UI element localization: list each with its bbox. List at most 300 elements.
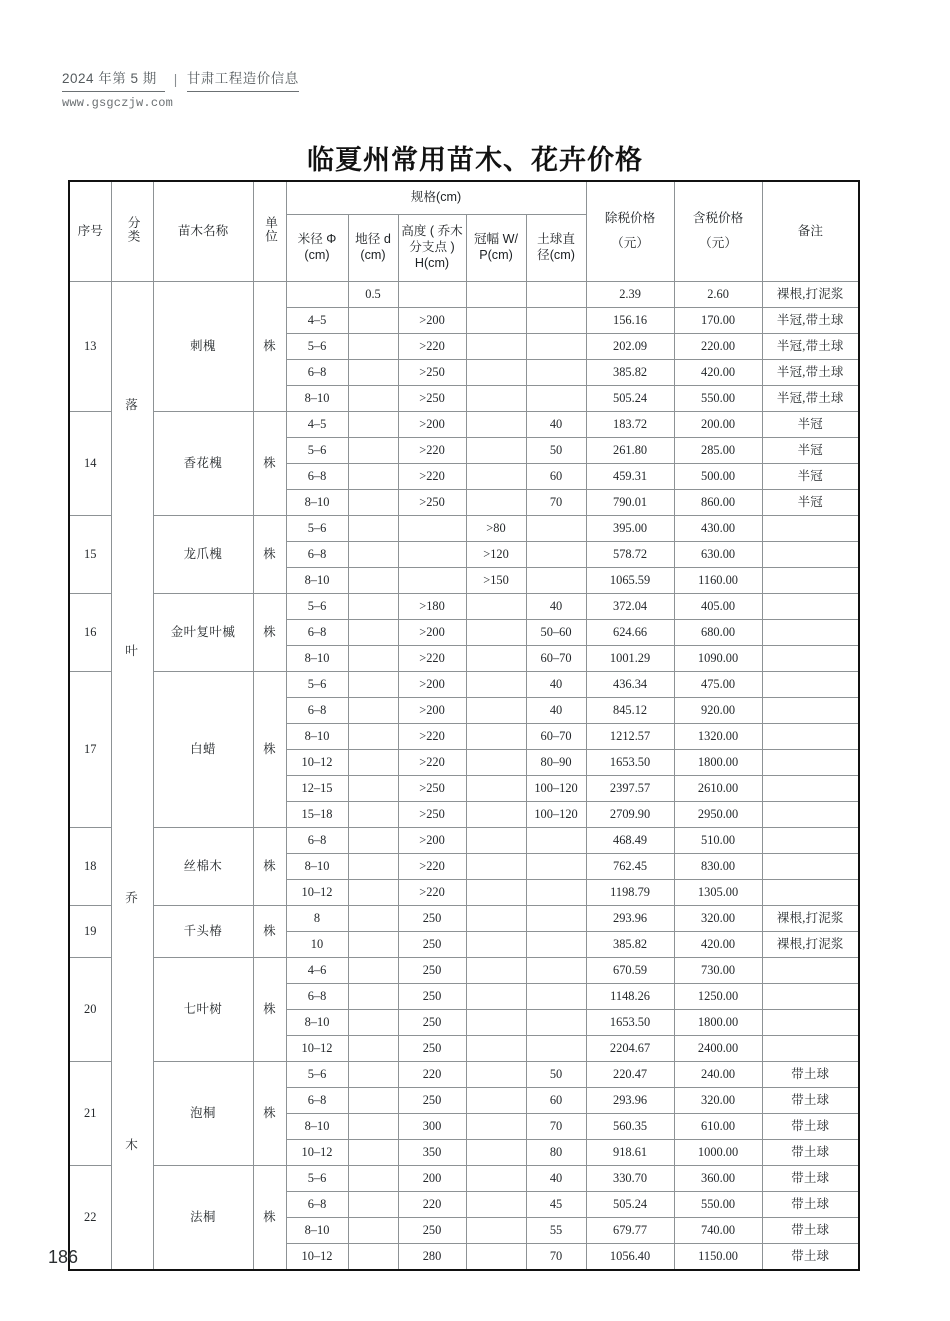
cell-spec-crown-width xyxy=(466,438,526,464)
cell-note xyxy=(762,958,859,984)
cell-spec-height: >250 xyxy=(398,386,466,412)
page-title: 临夏州常用苗木、花卉价格 xyxy=(307,145,643,176)
cell-price-inc-tax: 1160.00 xyxy=(674,568,762,594)
cell-plant-name: 金叶复叶槭 xyxy=(153,594,253,672)
cell-price-inc-tax: 500.00 xyxy=(674,464,762,490)
cell-spec-diameter: 10–12 xyxy=(286,750,348,776)
cell-plant-name: 刺槐 xyxy=(153,282,253,412)
cell-sequence-number: 17 xyxy=(69,672,111,828)
cell-spec-ground-diameter xyxy=(348,672,398,698)
cell-note xyxy=(762,776,859,802)
cell-price-ex-tax: 670.59 xyxy=(586,958,674,984)
cell-price-ex-tax: 183.72 xyxy=(586,412,674,438)
cell-note xyxy=(762,698,859,724)
cell-sequence-number: 19 xyxy=(69,906,111,958)
cell-spec-ground-diameter xyxy=(348,724,398,750)
cell-spec-ground-diameter xyxy=(348,490,398,516)
cell-spec-crown-width xyxy=(466,334,526,360)
cell-spec-crown-width xyxy=(466,750,526,776)
cell-spec-crown-width xyxy=(466,906,526,932)
cell-note xyxy=(762,620,859,646)
cell-note: 半冠,带土球 xyxy=(762,360,859,386)
cell-price-ex-tax: 261.80 xyxy=(586,438,674,464)
col-header-price-ex-tax-unit: （元） xyxy=(611,236,649,250)
cell-spec-height: 250 xyxy=(398,1010,466,1036)
col-header-price-ex-tax xyxy=(586,181,674,282)
category-char: 乔 xyxy=(125,891,139,905)
cell-spec-ground-diameter xyxy=(348,1088,398,1114)
cell-spec-diameter: 8–10 xyxy=(286,646,348,672)
cell-price-ex-tax: 505.24 xyxy=(586,386,674,412)
cell-note: 带土球 xyxy=(762,1062,859,1088)
price-table-container xyxy=(68,180,844,1271)
cell-price-inc-tax: 1150.00 xyxy=(674,1244,762,1271)
cell-spec-diameter: 15–18 xyxy=(286,802,348,828)
cell-price-inc-tax: 860.00 xyxy=(674,490,762,516)
cell-spec-crown-width xyxy=(466,308,526,334)
cell-spec-crown-width xyxy=(466,1218,526,1244)
cell-price-inc-tax: 550.00 xyxy=(674,386,762,412)
cell-spec-diameter: 6–8 xyxy=(286,1088,348,1114)
cell-price-ex-tax: 459.31 xyxy=(586,464,674,490)
cell-spec-crown-width xyxy=(466,776,526,802)
cell-spec-diameter: 8–10 xyxy=(286,1114,348,1140)
cell-spec-ground-diameter xyxy=(348,464,398,490)
cell-spec-crown-width xyxy=(466,1140,526,1166)
cell-spec-crown-width xyxy=(466,282,526,308)
cell-spec-ground-diameter: 0.5 xyxy=(348,282,398,308)
cell-price-inc-tax: 510.00 xyxy=(674,828,762,854)
cell-price-ex-tax: 220.47 xyxy=(586,1062,674,1088)
cell-price-inc-tax: 2400.00 xyxy=(674,1036,762,1062)
cell-note: 带土球 xyxy=(762,1140,859,1166)
cell-spec-root-ball: 100–120 xyxy=(526,802,586,828)
cell-spec-height: 300 xyxy=(398,1114,466,1140)
cell-price-ex-tax: 372.04 xyxy=(586,594,674,620)
cell-spec-diameter: 5–6 xyxy=(286,1062,348,1088)
cell-sequence-number: 18 xyxy=(69,828,111,906)
cell-spec-ground-diameter xyxy=(348,646,398,672)
cell-spec-crown-width xyxy=(466,1062,526,1088)
cell-spec-ground-diameter xyxy=(348,698,398,724)
cell-price-inc-tax: 240.00 xyxy=(674,1062,762,1088)
cell-spec-height xyxy=(398,282,466,308)
cell-spec-root-ball xyxy=(526,334,586,360)
cell-price-inc-tax: 2950.00 xyxy=(674,802,762,828)
cell-price-ex-tax: 202.09 xyxy=(586,334,674,360)
cell-spec-root-ball xyxy=(526,958,586,984)
category-char: 叶 xyxy=(125,644,139,659)
cell-spec-height: >220 xyxy=(398,724,466,750)
col-header-spec-height: 高度 ( 乔木 分支点 ) H(cm) xyxy=(398,215,466,282)
cell-spec-height: 250 xyxy=(398,1218,466,1244)
cell-spec-height: >250 xyxy=(398,360,466,386)
cell-note xyxy=(762,516,859,542)
cell-note: 带土球 xyxy=(762,1166,859,1192)
cell-spec-diameter: 5–6 xyxy=(286,672,348,698)
cell-price-ex-tax: 624.66 xyxy=(586,620,674,646)
cell-spec-root-ball xyxy=(526,282,586,308)
cell-spec-root-ball xyxy=(526,854,586,880)
cell-price-ex-tax: 395.00 xyxy=(586,516,674,542)
cell-spec-diameter: 6–8 xyxy=(286,828,348,854)
cell-price-inc-tax: 630.00 xyxy=(674,542,762,568)
cell-spec-ground-diameter xyxy=(348,542,398,568)
cell-spec-crown-width xyxy=(466,698,526,724)
cell-spec-root-ball: 80 xyxy=(526,1140,586,1166)
cell-spec-height: 200 xyxy=(398,1166,466,1192)
cell-price-inc-tax: 1800.00 xyxy=(674,1010,762,1036)
cell-spec-root-ball xyxy=(526,386,586,412)
cell-spec-root-ball: 50 xyxy=(526,1062,586,1088)
cell-spec-crown-width xyxy=(466,828,526,854)
cell-spec-ground-diameter xyxy=(348,1140,398,1166)
cell-spec-height: 350 xyxy=(398,1140,466,1166)
cell-spec-diameter: 8–10 xyxy=(286,854,348,880)
cell-plant-name: 香花槐 xyxy=(153,412,253,516)
cell-note: 裸根,打泥浆 xyxy=(762,282,859,308)
cell-price-inc-tax: 730.00 xyxy=(674,958,762,984)
header-separator: | xyxy=(173,72,178,87)
cell-plant-name: 龙爪槐 xyxy=(153,516,253,594)
cell-spec-root-ball xyxy=(526,542,586,568)
cell-spec-crown-width xyxy=(466,386,526,412)
cell-spec-root-ball: 50–60 xyxy=(526,620,586,646)
cell-spec-crown-width: >80 xyxy=(466,516,526,542)
cell-spec-ground-diameter xyxy=(348,958,398,984)
col-header-spec-root-ball: 土球直 径(cm) xyxy=(526,215,586,282)
cell-spec-ground-diameter xyxy=(348,906,398,932)
category-vertical-text xyxy=(112,282,153,1269)
table-row xyxy=(69,958,859,984)
cell-spec-height: >220 xyxy=(398,438,466,464)
cell-spec-crown-width xyxy=(466,490,526,516)
cell-spec-ground-diameter xyxy=(348,802,398,828)
cell-spec-diameter: 4–6 xyxy=(286,958,348,984)
cell-unit: 株 xyxy=(253,412,286,516)
cell-spec-height: >250 xyxy=(398,802,466,828)
cell-price-ex-tax: 790.01 xyxy=(586,490,674,516)
cell-spec-root-ball: 40 xyxy=(526,698,586,724)
cell-spec-crown-width xyxy=(466,412,526,438)
page-running-head xyxy=(62,70,822,110)
col-header-spec-crown-width: 冠幅 W/ P(cm) xyxy=(466,215,526,282)
cell-note: 带土球 xyxy=(762,1114,859,1140)
cell-unit: 株 xyxy=(253,672,286,828)
cell-note: 半冠,带土球 xyxy=(762,308,859,334)
cell-note xyxy=(762,1036,859,1062)
cell-sequence-number: 13 xyxy=(69,282,111,412)
cell-spec-height: >200 xyxy=(398,828,466,854)
cell-spec-crown-width xyxy=(466,1114,526,1140)
cell-spec-height: >250 xyxy=(398,776,466,802)
cell-note xyxy=(762,594,859,620)
cell-spec-diameter: 5–6 xyxy=(286,516,348,542)
cell-spec-ground-diameter xyxy=(348,1036,398,1062)
header-title-line xyxy=(62,70,822,92)
cell-sequence-number: 15 xyxy=(69,516,111,594)
cell-spec-diameter: 8–10 xyxy=(286,568,348,594)
cell-spec-height: 250 xyxy=(398,958,466,984)
cell-spec-height: >200 xyxy=(398,620,466,646)
cell-spec-root-ball: 60 xyxy=(526,464,586,490)
cell-unit: 株 xyxy=(253,1166,286,1271)
cell-spec-ground-diameter xyxy=(348,412,398,438)
table-row xyxy=(69,282,859,308)
cell-spec-diameter: 6–8 xyxy=(286,464,348,490)
cell-spec-root-ball: 40 xyxy=(526,594,586,620)
cell-spec-root-ball: 100–120 xyxy=(526,776,586,802)
cell-spec-root-ball: 40 xyxy=(526,672,586,698)
cell-spec-root-ball xyxy=(526,906,586,932)
cell-spec-diameter: 6–8 xyxy=(286,698,348,724)
col-header-unit: 单位 xyxy=(253,181,286,282)
cell-spec-diameter: 8–10 xyxy=(286,1010,348,1036)
cell-spec-height: 220 xyxy=(398,1192,466,1218)
cell-spec-crown-width xyxy=(466,360,526,386)
cell-spec-height xyxy=(398,516,466,542)
cell-spec-height xyxy=(398,542,466,568)
cell-spec-crown-width xyxy=(466,958,526,984)
cell-spec-root-ball: 45 xyxy=(526,1192,586,1218)
cell-price-inc-tax: 1305.00 xyxy=(674,880,762,906)
cell-price-ex-tax: 293.96 xyxy=(586,1088,674,1114)
cell-spec-height: >200 xyxy=(398,698,466,724)
cell-spec-diameter: 8–10 xyxy=(286,490,348,516)
cell-note xyxy=(762,854,859,880)
col-header-price-inc-tax xyxy=(674,181,762,282)
cell-spec-crown-width xyxy=(466,802,526,828)
cell-spec-diameter: 5–6 xyxy=(286,594,348,620)
cell-note: 半冠,带土球 xyxy=(762,334,859,360)
cell-spec-ground-diameter xyxy=(348,828,398,854)
cell-spec-ground-diameter xyxy=(348,386,398,412)
cell-note xyxy=(762,542,859,568)
cell-price-ex-tax: 1148.26 xyxy=(586,984,674,1010)
cell-unit: 株 xyxy=(253,1062,286,1166)
table-row xyxy=(69,1062,859,1088)
cell-sequence-number: 21 xyxy=(69,1062,111,1166)
cell-note xyxy=(762,672,859,698)
cell-price-inc-tax: 1250.00 xyxy=(674,984,762,1010)
cell-spec-root-ball: 60–70 xyxy=(526,646,586,672)
cell-price-ex-tax: 845.12 xyxy=(586,698,674,724)
cell-spec-ground-diameter xyxy=(348,594,398,620)
cell-spec-diameter: 6–8 xyxy=(286,1192,348,1218)
cell-spec-crown-width xyxy=(466,984,526,1010)
cell-spec-crown-width xyxy=(466,1088,526,1114)
cell-spec-diameter: 10–12 xyxy=(286,1244,348,1271)
cell-spec-ground-diameter xyxy=(348,1166,398,1192)
cell-price-inc-tax: 420.00 xyxy=(674,360,762,386)
cell-note: 半冠,带土球 xyxy=(762,386,859,412)
cell-spec-ground-diameter xyxy=(348,1114,398,1140)
cell-spec-crown-width xyxy=(466,1036,526,1062)
cell-price-inc-tax: 285.00 xyxy=(674,438,762,464)
table-row xyxy=(69,1166,859,1192)
cell-spec-root-ball xyxy=(526,1010,586,1036)
cell-spec-crown-width: >120 xyxy=(466,542,526,568)
cell-spec-root-ball: 55 xyxy=(526,1218,586,1244)
cell-price-inc-tax: 680.00 xyxy=(674,620,762,646)
cell-spec-root-ball: 80–90 xyxy=(526,750,586,776)
cell-spec-diameter: 6–8 xyxy=(286,984,348,1010)
cell-price-ex-tax: 1653.50 xyxy=(586,1010,674,1036)
cell-spec-ground-diameter xyxy=(348,854,398,880)
col-header-seq: 序号 xyxy=(69,181,111,282)
cell-spec-ground-diameter xyxy=(348,1218,398,1244)
cell-spec-crown-width xyxy=(466,1166,526,1192)
cell-price-ex-tax: 2709.90 xyxy=(586,802,674,828)
cell-spec-crown-width xyxy=(466,464,526,490)
cell-note: 带土球 xyxy=(762,1218,859,1244)
cell-price-ex-tax: 679.77 xyxy=(586,1218,674,1244)
cell-price-ex-tax: 385.82 xyxy=(586,932,674,958)
cell-spec-root-ball xyxy=(526,828,586,854)
cell-spec-height: 250 xyxy=(398,984,466,1010)
cell-spec-height: >220 xyxy=(398,464,466,490)
cell-price-inc-tax: 430.00 xyxy=(674,516,762,542)
cell-spec-ground-diameter xyxy=(348,308,398,334)
table-row xyxy=(69,594,859,620)
cell-price-inc-tax: 2.60 xyxy=(674,282,762,308)
cell-note: 带土球 xyxy=(762,1244,859,1271)
cell-spec-height: >200 xyxy=(398,412,466,438)
cell-spec-height: 220 xyxy=(398,1062,466,1088)
cell-price-inc-tax: 320.00 xyxy=(674,906,762,932)
cell-spec-diameter: 10–12 xyxy=(286,880,348,906)
cell-note: 半冠 xyxy=(762,464,859,490)
cell-note xyxy=(762,828,859,854)
cell-spec-root-ball: 50 xyxy=(526,438,586,464)
cell-price-ex-tax: 762.45 xyxy=(586,854,674,880)
cell-price-inc-tax: 2610.00 xyxy=(674,776,762,802)
cell-spec-diameter: 10–12 xyxy=(286,1036,348,1062)
cell-spec-root-ball xyxy=(526,568,586,594)
cell-price-ex-tax: 385.82 xyxy=(586,360,674,386)
cell-spec-crown-width xyxy=(466,880,526,906)
cell-unit: 株 xyxy=(253,958,286,1062)
cell-spec-ground-diameter xyxy=(348,880,398,906)
cell-spec-height: 250 xyxy=(398,932,466,958)
cell-unit: 株 xyxy=(253,594,286,672)
cell-plant-name: 七叶树 xyxy=(153,958,253,1062)
cell-price-inc-tax: 1000.00 xyxy=(674,1140,762,1166)
cell-price-inc-tax: 405.00 xyxy=(674,594,762,620)
cell-spec-diameter: 8–10 xyxy=(286,1218,348,1244)
cell-price-inc-tax: 420.00 xyxy=(674,932,762,958)
cell-spec-crown-width xyxy=(466,646,526,672)
cell-spec-root-ball: 70 xyxy=(526,490,586,516)
cell-spec-crown-width: >150 xyxy=(466,568,526,594)
cell-spec-height: >220 xyxy=(398,854,466,880)
cell-spec-root-ball: 40 xyxy=(526,412,586,438)
cell-price-ex-tax: 1653.50 xyxy=(586,750,674,776)
cell-spec-ground-diameter xyxy=(348,1062,398,1088)
table-body xyxy=(69,282,859,1271)
cell-price-ex-tax: 468.49 xyxy=(586,828,674,854)
cell-note: 带土球 xyxy=(762,1192,859,1218)
cell-price-inc-tax: 475.00 xyxy=(674,672,762,698)
cell-spec-height: >200 xyxy=(398,308,466,334)
cell-price-ex-tax: 1212.57 xyxy=(586,724,674,750)
cell-note: 裸根,打泥浆 xyxy=(762,932,859,958)
cell-price-ex-tax: 293.96 xyxy=(586,906,674,932)
cell-note xyxy=(762,880,859,906)
cell-price-inc-tax: 170.00 xyxy=(674,308,762,334)
cell-spec-ground-diameter xyxy=(348,984,398,1010)
cell-spec-diameter: 5–6 xyxy=(286,1166,348,1192)
cell-spec-diameter: 6–8 xyxy=(286,542,348,568)
cell-spec-crown-width xyxy=(466,1244,526,1271)
cell-spec-diameter: 6–8 xyxy=(286,360,348,386)
cell-spec-diameter: 10–12 xyxy=(286,1140,348,1166)
cell-price-inc-tax: 550.00 xyxy=(674,1192,762,1218)
cell-spec-root-ball xyxy=(526,516,586,542)
col-header-spec-group: 规格(cm) xyxy=(286,181,586,215)
cell-price-ex-tax: 918.61 xyxy=(586,1140,674,1166)
cell-spec-ground-diameter xyxy=(348,932,398,958)
cell-spec-ground-diameter xyxy=(348,1192,398,1218)
cell-note xyxy=(762,802,859,828)
cell-note: 半冠 xyxy=(762,490,859,516)
cell-spec-ground-diameter xyxy=(348,360,398,386)
cell-price-ex-tax: 560.35 xyxy=(586,1114,674,1140)
cell-price-inc-tax: 320.00 xyxy=(674,1088,762,1114)
cell-spec-root-ball xyxy=(526,932,586,958)
nursery-price-table xyxy=(68,180,860,1271)
cell-spec-height: >220 xyxy=(398,334,466,360)
cell-plant-name: 泡桐 xyxy=(153,1062,253,1166)
cell-price-ex-tax: 2.39 xyxy=(586,282,674,308)
cell-spec-diameter: 5–6 xyxy=(286,334,348,360)
cell-spec-ground-diameter xyxy=(348,568,398,594)
table-header xyxy=(69,181,859,282)
cell-spec-crown-width xyxy=(466,932,526,958)
cell-spec-diameter: 10 xyxy=(286,932,348,958)
cell-spec-crown-width xyxy=(466,620,526,646)
cell-spec-diameter: 4–5 xyxy=(286,412,348,438)
cell-spec-ground-diameter xyxy=(348,516,398,542)
cell-spec-height: >200 xyxy=(398,672,466,698)
cell-plant-name: 丝棉木 xyxy=(153,828,253,906)
cell-note xyxy=(762,724,859,750)
cell-note xyxy=(762,984,859,1010)
cell-spec-ground-diameter xyxy=(348,1244,398,1271)
cell-plant-name: 白蜡 xyxy=(153,672,253,828)
cell-spec-crown-width xyxy=(466,1010,526,1036)
cell-note: 带土球 xyxy=(762,1088,859,1114)
col-header-price-inc-tax-unit: （元） xyxy=(699,236,737,250)
cell-sequence-number: 20 xyxy=(69,958,111,1062)
cell-sequence-number: 16 xyxy=(69,594,111,672)
category-char: 落 xyxy=(125,397,139,412)
cell-spec-root-ball xyxy=(526,1036,586,1062)
cell-plant-name: 法桐 xyxy=(153,1166,253,1271)
cell-spec-height: >180 xyxy=(398,594,466,620)
cell-spec-root-ball xyxy=(526,308,586,334)
cell-unit: 株 xyxy=(253,516,286,594)
cell-spec-ground-diameter xyxy=(348,750,398,776)
cell-spec-ground-diameter xyxy=(348,620,398,646)
cell-spec-ground-diameter xyxy=(348,776,398,802)
cell-price-ex-tax: 436.34 xyxy=(586,672,674,698)
header-publication: 甘肃工程造价信息 xyxy=(187,70,299,92)
cell-sequence-number: 14 xyxy=(69,412,111,516)
cell-spec-diameter: 12–15 xyxy=(286,776,348,802)
cell-spec-crown-width xyxy=(466,724,526,750)
cell-price-ex-tax: 156.16 xyxy=(586,308,674,334)
